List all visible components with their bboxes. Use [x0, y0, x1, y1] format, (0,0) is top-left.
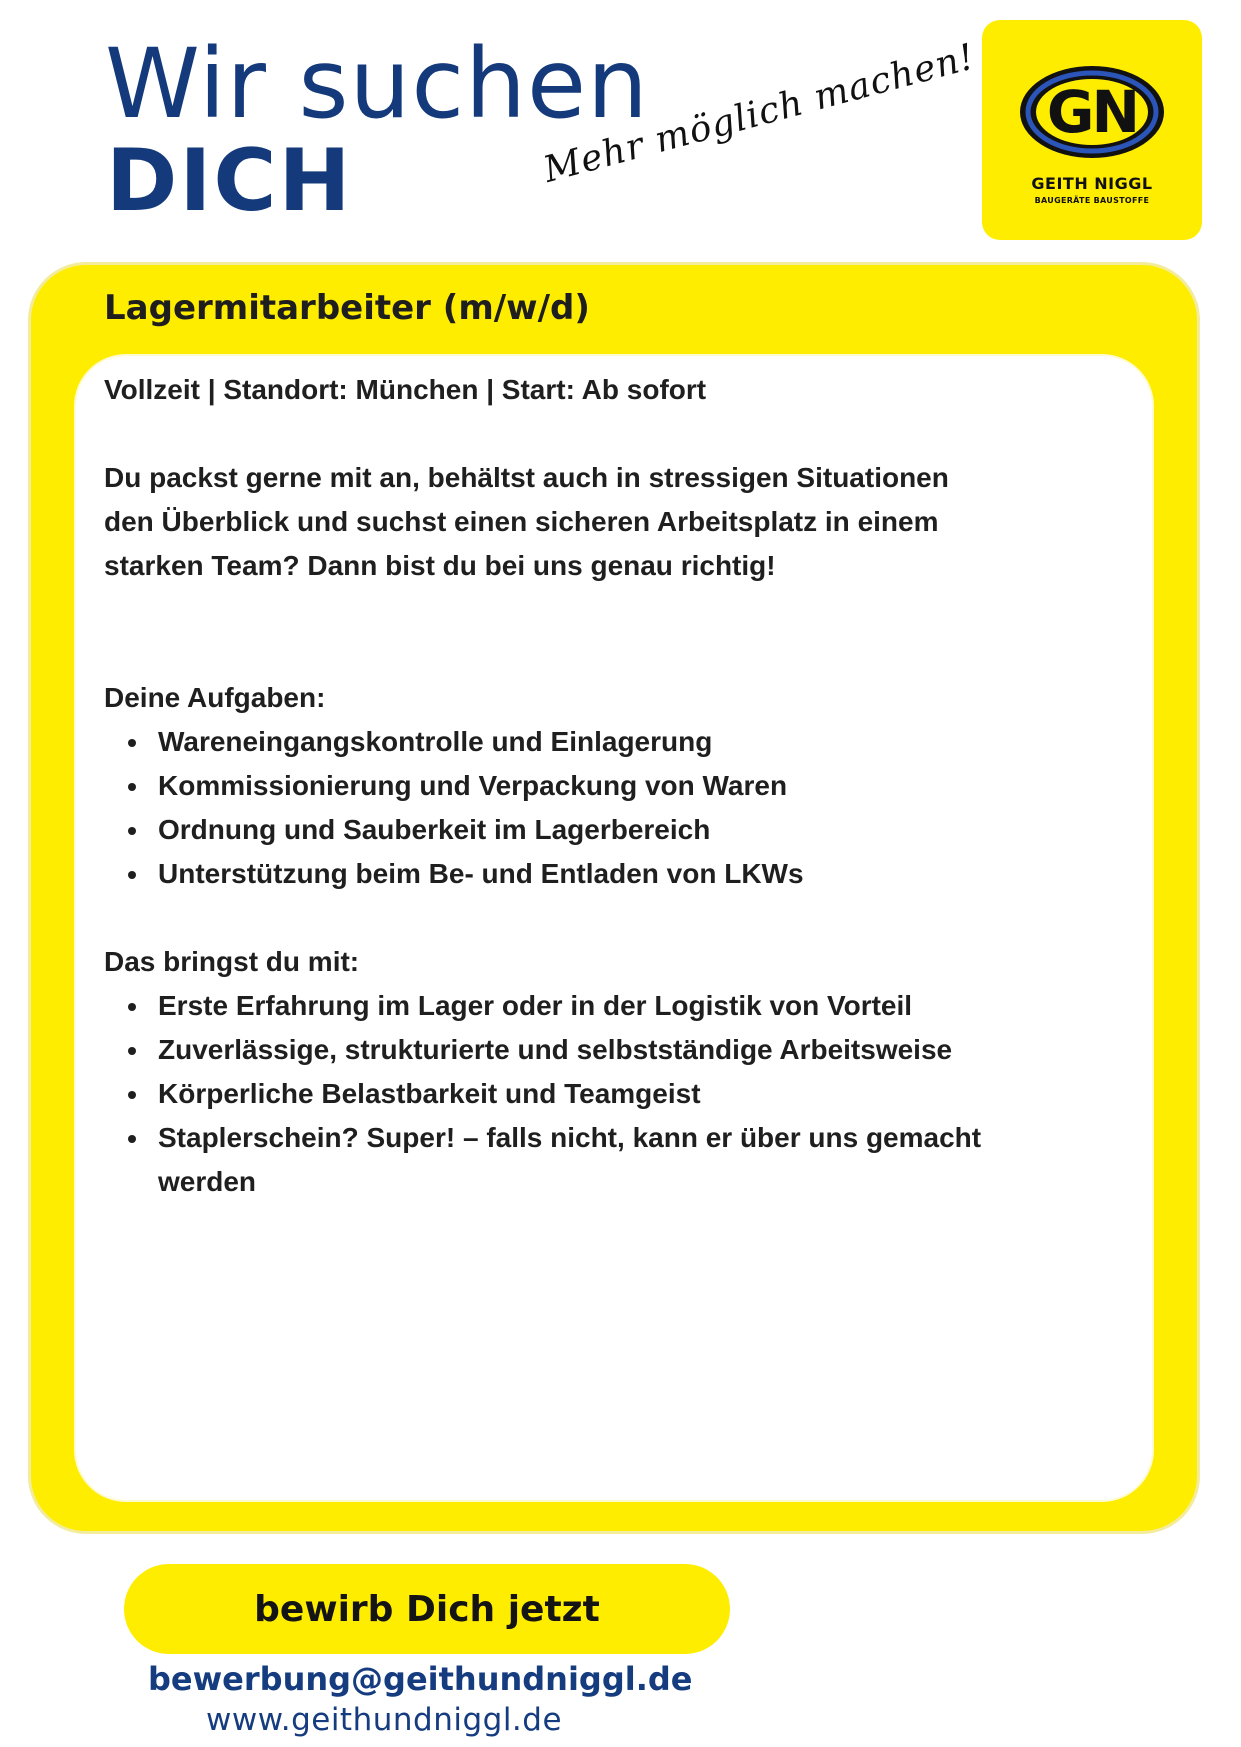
requirement-item — [104, 984, 1008, 1028]
tasks-list — [104, 720, 1024, 896]
headline-dich: DICH — [106, 131, 353, 231]
requirement-item — [104, 1028, 1008, 1072]
website-link[interactable]: www.geithundniggl.de — [206, 1702, 563, 1738]
bullet-icon — [128, 827, 136, 835]
requirements-heading: Das bringst du mit: — [104, 946, 360, 977]
application-email-link[interactable]: bewerbung@geithundniggl.de — [148, 1660, 693, 1698]
bullet-icon — [128, 739, 136, 747]
task-text: Unterstützung beim Be- und Entladen von LKWs — [158, 858, 804, 889]
requirement-text: Erste Erfahrung im Lager oder in der Logistik von Vorteil — [158, 990, 913, 1021]
requirement-text: Staplerschein? Super! – falls nicht, kann er über uns gemacht werden — [158, 1122, 982, 1197]
task-text: Kommissionierung und Verpackung von Waren — [158, 770, 788, 801]
job-title: Lagermitarbeiter (m/w/d) — [104, 288, 590, 328]
logo-initials: GN — [1046, 78, 1138, 146]
task-text: Wareneingangskontrolle und Einlagerung — [158, 726, 713, 757]
slogan: Mehr möglich machen! — [539, 36, 980, 191]
company-logo — [982, 20, 1202, 240]
requirement-item — [104, 1116, 1008, 1204]
bullet-icon — [128, 1135, 136, 1143]
bullet-icon — [128, 871, 136, 879]
requirements-list — [104, 984, 1024, 1204]
task-item — [104, 720, 1024, 764]
task-item — [104, 808, 1024, 852]
task-item — [104, 764, 1024, 808]
task-text: Ordnung und Sauberkeit im Lagerbereich — [158, 814, 711, 845]
tasks-heading: Deine Aufgaben: — [104, 682, 326, 713]
apply-now-button[interactable]: bewirb Dich jetzt — [124, 1564, 730, 1654]
task-item — [104, 852, 1024, 896]
requirement-text: Körperliche Belastbarkeit und Teamgeist — [158, 1078, 701, 1109]
bullet-icon — [128, 1091, 136, 1099]
logo-company-name: GEITH NIGGL — [1031, 174, 1153, 193]
job-details — [104, 368, 1024, 1248]
job-meta: Vollzeit | Standort: München | Start: Ab sofort — [104, 374, 707, 405]
requirement-text: Zuverlässige, strukturierte und selbstständige Arbeitsweise — [158, 1034, 953, 1065]
requirement-item — [104, 1072, 1008, 1116]
job-intro: Du packst gerne mit an, behältst auch in stressigen Situationen den Überblick und suchst einen sicheren Arbeitsplatz in einem starken Team? Dann bist du bei uns genau richtig! — [104, 462, 949, 581]
bullet-icon — [128, 1003, 136, 1011]
logo-company-subtitle: BAUGERÄTE BAUSTOFFE — [1034, 196, 1150, 205]
bullet-icon — [128, 783, 136, 791]
gn-emblem-icon — [1016, 62, 1168, 162]
bullet-icon — [128, 1047, 136, 1055]
headline-wir-suchen: Wir suchen — [105, 28, 649, 140]
